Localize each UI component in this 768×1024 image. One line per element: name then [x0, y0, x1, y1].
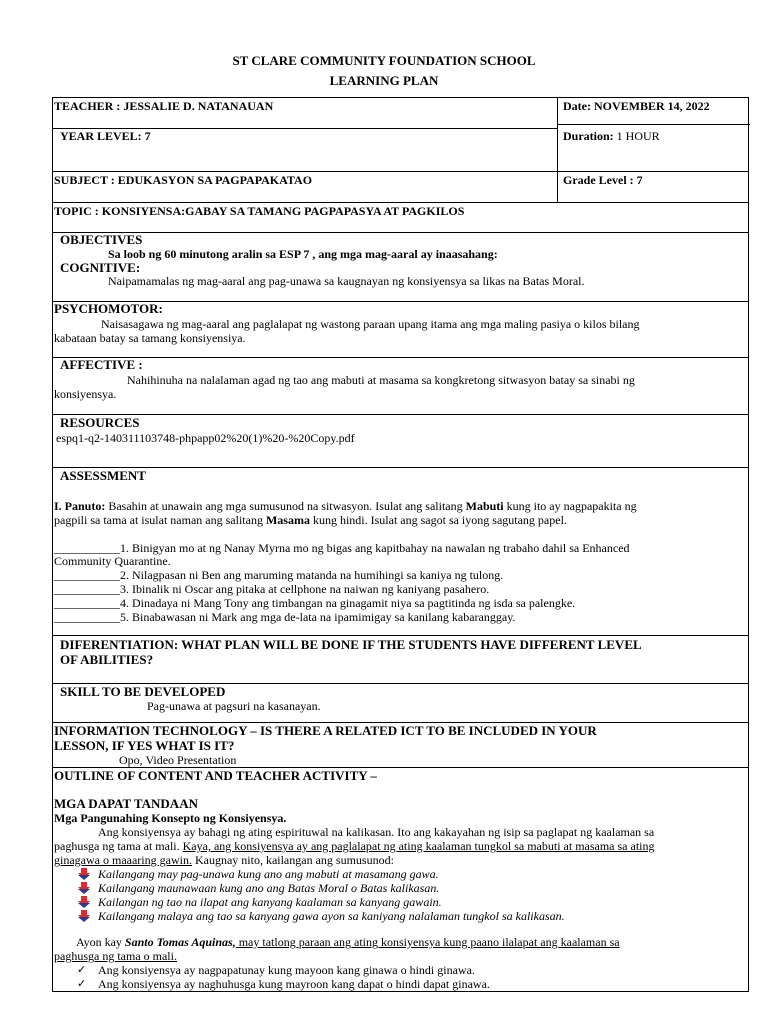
skill-heading: SKILL TO BE DEVELOPED: [60, 684, 226, 699]
assessment-item-1-cont: Community Quarantine.: [54, 554, 171, 568]
objectives-section: [52, 232, 749, 302]
paragraph-1-line-1: Ang konsiyensya ay bahagi ng ating espirituwal na kalikasan. Ito ang kakayahan ng isip sa paglapat ng kaalaman sa: [98, 825, 655, 839]
school-name: ST CLARE COMMUNITY FOUNDATION SCHOOL: [232, 53, 536, 68]
arrow-bullet-icon: [77, 882, 91, 894]
skill-text: Pag-unawa at pagsuri na kasanayan.: [147, 699, 321, 713]
paragraph-2-line-2: paghusga ng tama o mali.: [54, 949, 177, 963]
bullet-item: Kailangang maunawaan kung ano ang Batas Moral o Batas kalikasan.: [98, 881, 440, 895]
date-field: Date: NOVEMBER 14, 2022: [563, 99, 710, 113]
arrow-bullet-icon: [77, 868, 91, 880]
assessment-item-4: ___________4. Dinadaya ni Mang Tony ang timbangan na ginagamit niya sa pagtitinda ng isda sa palengke.: [54, 596, 576, 610]
affective-text-1: Nahihinuha na nalalaman agad ng tao ang mabuti at masama sa kongkretong sitwasyon batay sa sinabi ng: [127, 373, 635, 387]
subject-field: SUBJECT : EDUKASYON SA PAGPAPAKATAO: [54, 173, 313, 187]
ict-section: [52, 722, 749, 768]
differentiation-heading-2: OF ABILITIES?: [60, 652, 154, 667]
ict-heading-2: LESSON, IF YES WHAT IS IT?: [54, 738, 235, 753]
bullet-item: Kailangang may pag-unawa kung ano ang mabuti at masamang gawa.: [98, 867, 439, 881]
tandaan-heading: MGA DAPAT TANDAAN: [54, 796, 198, 811]
objectives-heading: OBJECTIVES: [60, 232, 143, 247]
cognitive-text: Naipamamalas ng mag-aaral ang pag-unawa sa kaugnayan ng konsiyensya sa likas na Batas Moral.: [108, 274, 585, 288]
check-item: Ang konsiyensya ay naghuhusga kung mayroon kang dapat o hindi dapat ginawa.: [98, 977, 490, 991]
topic-row: [52, 202, 749, 233]
check-item: Ang konsiyensya ay nagpapatunay kung mayoon kang ginawa o hindi ginawa.: [98, 963, 475, 977]
psychomotor-label: PSYCHOMOTOR:: [54, 301, 163, 316]
cognitive-label: COGNITIVE:: [60, 260, 141, 275]
arrow-bullet-icon: [77, 910, 91, 922]
resources-heading: RESOURCES: [60, 415, 140, 430]
paragraph-1-line-3: ginagawa o maaaring gawin. Kaugnay nito, kailangan ang sumusunod:: [54, 853, 394, 867]
panuto-line-2: pagpili sa tama at isulat naman ang salitang Masama kung hindi. Isulat ang sagot sa iyong sagutang papel.: [54, 513, 567, 527]
assessment-heading: ASSESSMENT: [60, 468, 146, 483]
ict-answer: Opo, Video Presentation: [119, 753, 237, 767]
paragraph-1-line-2: paghusga ng tama at mali. Kaya, ang konsiyensya ay ang paglalapat ng ating kaalaman tungkol sa mabuti at masama sa ating: [54, 839, 655, 853]
ict-heading-1: INFORMATION TECHNOLOGY – IS THERE A RELATED ICT TO BE INCLUDED IN YOUR: [54, 723, 597, 738]
affective-label: AFFECTIVE :: [60, 357, 143, 372]
duration-field: Duration: 1 HOUR: [563, 129, 660, 143]
outline-section: [52, 767, 749, 992]
paragraph-2-line-1: Ayon kay Santo Tomas Aquinas, may tatlong paraan ang ating konsiyensya kung paano ilalapat ang kaalaman sa: [76, 935, 620, 949]
objectives-intro: Sa loob ng 60 minutong aralin sa ESP 7 , ang mga mag-aaral ay inaasahang:: [108, 247, 498, 261]
psychomotor-text-1: Naisasagawa ng mag-aaral ang paglalapat ng wastong paraan upang itama ang mga maling pasiya o kilos bilang: [101, 317, 640, 331]
check-icon: ✓: [77, 963, 87, 976]
info-table-top: [52, 97, 749, 172]
psychomotor-text-2: kabataan batay sa tamang konsiyensiya.: [54, 331, 246, 345]
differentiation-heading-1: DIFERENTIATION: WHAT PLAN WILL BE DONE IF THE STUDENTS HAVE DIFFERENT LEVEL: [60, 637, 642, 652]
teacher-field: TEACHER : JESSALIE D. NATANAUAN: [54, 99, 274, 113]
bullet-item: Kailangang malaya ang tao sa kanyang gawa ayon sa kaniyang nalalaman tungkol sa kalikasan.: [98, 909, 565, 923]
affective-text-2: konsiyensya.: [54, 387, 117, 401]
affective-section: [52, 357, 749, 415]
konsepto-heading: Mga Pangunahing Konsepto ng Konsiyensya.: [54, 811, 287, 825]
subject-row: [52, 171, 749, 203]
skill-section: [52, 683, 749, 723]
assessment-section: [52, 467, 749, 636]
bullet-item: Kailangan ng tao na ilapat ang kanyang kaalaman sa kanyang gawain.: [98, 895, 442, 909]
year-level-field: YEAR LEVEL: 7: [60, 129, 151, 143]
assessment-item-3: ___________3. Ibinalik ni Oscar ang pitaka at cellphone na naiwan ng kaniyang pasahero.: [54, 582, 490, 596]
plan-title: LEARNING PLAN: [329, 73, 439, 88]
assessment-item-2: ___________2. Nilagpasan ni Ben ang maruming matanda na humihingi sa kaniya ng tulong.: [54, 568, 504, 582]
outline-heading: OUTLINE OF CONTENT AND TEACHER ACTIVITY –: [54, 768, 377, 783]
psychomotor-section: [52, 301, 749, 358]
grade-level-field: Grade Level : 7: [563, 173, 643, 187]
panuto-line-1: I. Panuto: Basahin at unawain ang mga sumusunod na sitwasyon. Isulat ang salitang Mabuti kung ito ay nagpapakita ng: [54, 499, 637, 513]
resource-file-link[interactable]: espq1-q2-140311103748-phpapp02%20(1)%20-%20Copy.pdf: [56, 431, 355, 445]
differentiation-section: [52, 635, 749, 684]
topic-field: TOPIC : KONSIYENSA:GABAY SA TAMANG PAGPAPASYA AT PAGKILOS: [54, 204, 465, 218]
assessment-item-5: ___________5. Binabawasan ni Mark ang mga de-lata na ipamimigay sa kanilang kabaranggay.: [54, 610, 516, 624]
arrow-bullet-icon: [77, 896, 91, 908]
assessment-item-1: ___________1. Binigyan mo at ng Nanay Myrna mo ng bigas ang kapitbahay na nawalan ng trabaho dahil sa Enhanced: [54, 541, 630, 555]
check-icon: ✓: [77, 977, 87, 990]
resources-section: [52, 414, 749, 468]
